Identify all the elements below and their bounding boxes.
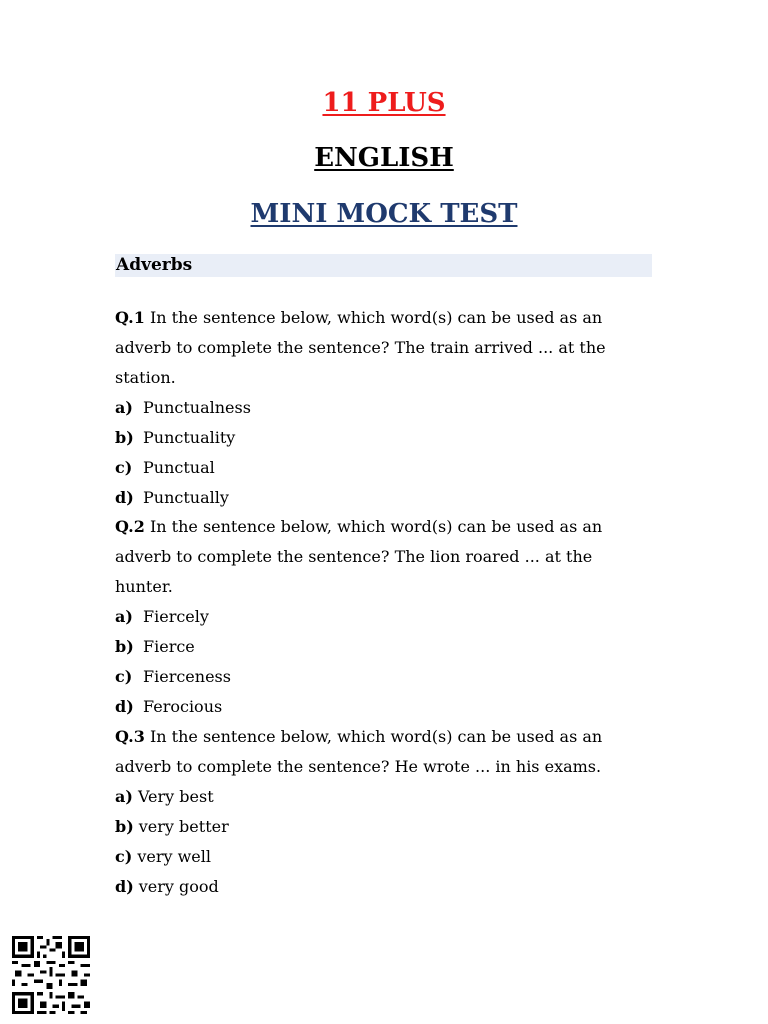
question-body: In the sentence below, which word(s) can be used as an adverb to complete the sentence? The lion roared ... at the hunter. [115,517,603,596]
option-b: b) Fierce [115,637,195,656]
question-text [115,722,645,782]
question-2 [115,512,645,722]
qr-code-icon[interactable] [10,936,92,1014]
option-c: c) very well [115,847,211,866]
question-1 [115,303,645,513]
option-b: b) Punctuality [115,428,236,447]
question-number: Q.2 [115,517,145,536]
option-d: d) Punctually [115,488,229,507]
title-english: ENGLISH [314,143,454,173]
option-b: b) very better [115,817,229,836]
question-body: In the sentence below, which word(s) can be used as an adverb to complete the sentence? The train arrived ... at the station. [115,308,606,387]
question-text [115,303,645,393]
question-3 [115,722,645,902]
question-body: In the sentence below, which word(s) can be used as an adverb to complete the sentence? He wrote ... in his exams. [115,727,603,776]
section-heading: Adverbs [116,255,193,275]
question-number: Q.1 [115,308,145,327]
option-c: c) Fierceness [115,667,231,686]
option-d: d) Ferocious [115,697,223,716]
title-11-plus: 11 PLUS [322,88,446,118]
option-d: d) very good [115,877,219,896]
question-text [115,512,645,602]
option-a: a) Fiercely [115,607,209,626]
option-a: a) Punctualness [115,398,251,417]
question-number: Q.3 [115,727,145,746]
section-heading-bar [115,254,652,277]
title-mini-mock-test: MINI MOCK TEST [250,199,518,229]
option-a: a) Very best [115,787,214,806]
option-c: c) Punctual [115,458,215,477]
